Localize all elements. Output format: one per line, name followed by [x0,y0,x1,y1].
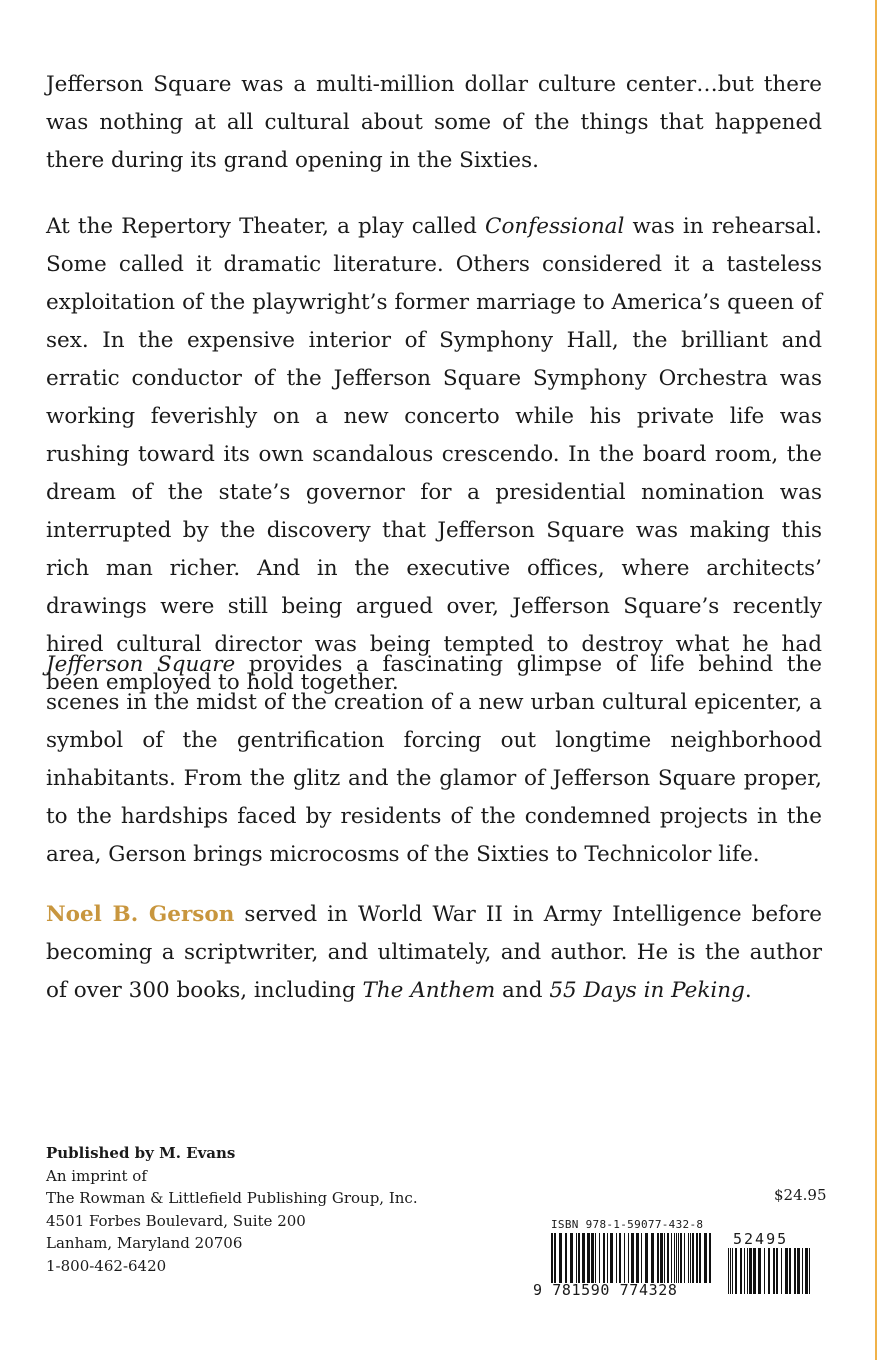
barcode-bar [785,1248,788,1294]
book-title: Jefferson Square [46,652,236,677]
barcode-bar [607,1233,608,1283]
barcode-bar [582,1233,585,1283]
barcode-bar [728,1248,729,1294]
p2-text-a: At the Repertory Theater, a play called [46,214,486,239]
bio-book-1: The Anthem [362,978,496,1003]
barcode-bar [773,1248,775,1294]
barcode-bar [551,1233,553,1283]
price-addon-barcode [728,1248,810,1294]
barcode-bar [603,1233,605,1283]
blurb-paragraph-1: Jefferson Square was a multi-million dollar culture center…but there was nothing at all cultural about some of the things that happened there during its grand opening in the Sixties. [46,72,822,173]
barcode-bar [595,1233,596,1283]
barcode-bar [619,1233,621,1283]
publisher-name: Published by M. Evans [46,1144,236,1162]
barcode-bar [781,1248,782,1294]
bio-text-c: . [744,978,752,1003]
barcode-bar [776,1248,778,1294]
author-bio [46,896,822,1010]
barcode-bar [744,1248,745,1294]
barcode-bar [570,1233,573,1283]
publisher-line: 4501 Forbes Boulevard, Suite 200 [46,1211,306,1230]
barcode-bar [651,1233,654,1283]
barcode-bar [591,1233,594,1283]
barcode-bar [676,1233,677,1283]
barcode-bar [631,1233,634,1283]
barcode-bar [692,1233,694,1283]
barcode-digits: 9 781590 774328 [533,1281,678,1299]
barcode-bar [660,1233,663,1283]
barcode-bar [809,1248,810,1294]
addon-digits: 52495 [733,1230,789,1248]
barcode-bar [753,1248,756,1294]
barcode-bar [730,1248,731,1294]
author-name: Noel B. Gerson [46,902,235,927]
blurb-paragraph-2 [46,208,822,702]
barcode-bar [758,1248,761,1294]
barcode-bar [616,1233,617,1283]
barcode-bar [764,1248,765,1294]
barcode-bar [667,1233,669,1283]
barcode-bar [664,1233,665,1283]
barcode-bar [732,1248,733,1294]
p3-text: provides a fascinating glimpse of life behind the scenes in the midst of the creation of a new urban cultural epicenter, a symbol of the gentrification forcing out longtime neighborhood inhabitants. From the glitz and the glamor of Jefferson Square proper, to the hardships faced by residents of the condemned projects in the area, Gerson brings microcosms of the Sixties to Technicolor life. [46,652,822,867]
barcode-bar [678,1233,679,1283]
barcode-bar [628,1233,629,1283]
publisher-line: An imprint of [46,1166,147,1185]
barcode-bar [696,1233,698,1283]
barcode-bar [680,1233,682,1283]
barcode-bar [704,1233,707,1283]
barcode-bar [565,1233,567,1283]
barcode-bar [657,1233,659,1283]
barcode-bar [794,1248,796,1294]
barcode-bar [709,1233,711,1283]
publisher-block [46,1142,418,1277]
barcode-bar [684,1233,685,1283]
barcode-bar [671,1233,672,1283]
price: $24.95 [774,1186,827,1204]
barcode-bar [735,1248,737,1294]
barcode-bar [587,1233,590,1283]
barcode-bar [740,1248,742,1294]
isbn-barcode [551,1233,711,1283]
bio-text-b: and [495,978,550,1003]
play-title: Confessional [485,214,625,239]
barcode-bar [674,1233,675,1283]
publisher-line: 1-800-462-6420 [46,1256,167,1275]
barcode-bar [554,1233,556,1283]
barcode-bar [789,1248,791,1294]
barcode-bar [797,1248,800,1294]
barcode-bar [768,1248,770,1294]
barcode-bar [576,1233,577,1283]
barcode-bar [747,1248,748,1294]
barcode-bar [699,1233,701,1283]
barcode-bar [636,1233,639,1283]
p2-text-b: was in rehearsal. Some called it dramatic literature. Others considered it a tasteless exploitation of the playwright’s former marriage to America’s queen of sex. In the expensive interior of Symphony Hall, the brilliant and erratic conductor of the Jefferson Square Symphony Orchestra was working feverishly on a new concerto while his private life was rushing toward its own scandalous crescendo. In the board room, the dream of the state’s governor for a presidential nomination was interrupted by the discovery that Jefferson Square was making this rich man richer. And in the executive offices, where architects’ drawings were still being argued over, Jefferson Square’s recently hired cultural director was being tempted to destroy what he had been employed to hold together. [46,214,822,695]
barcode-bar [578,1233,580,1283]
blurb-paragraph-3 [46,646,822,874]
barcode-bar [690,1233,691,1283]
barcode-bar [802,1248,803,1294]
barcode-bar [624,1233,625,1283]
bio-book-2: 55 Days in Peking [549,978,745,1003]
barcode-bar [645,1233,648,1283]
barcode-bar [610,1233,613,1283]
publisher-line: The Rowman & Littlefield Publishing Group, Inc. [46,1189,418,1207]
barcode-bar [688,1233,689,1283]
barcode-bar [559,1233,562,1283]
bio-text-a: served in World War II in Army Intelligence before becoming a scriptwriter, and ultimately, and author. He is the author of over 300 books, including [46,902,822,1003]
page-edge-line [875,0,877,1360]
publisher-line: Lanham, Maryland 20706 [46,1234,243,1252]
isbn-label: ISBN 978-1-59077-432-8 [551,1218,704,1231]
barcode-bar [641,1233,642,1283]
barcode-bar [805,1248,808,1294]
barcode-bar [749,1248,752,1294]
barcode-bar [599,1233,600,1283]
